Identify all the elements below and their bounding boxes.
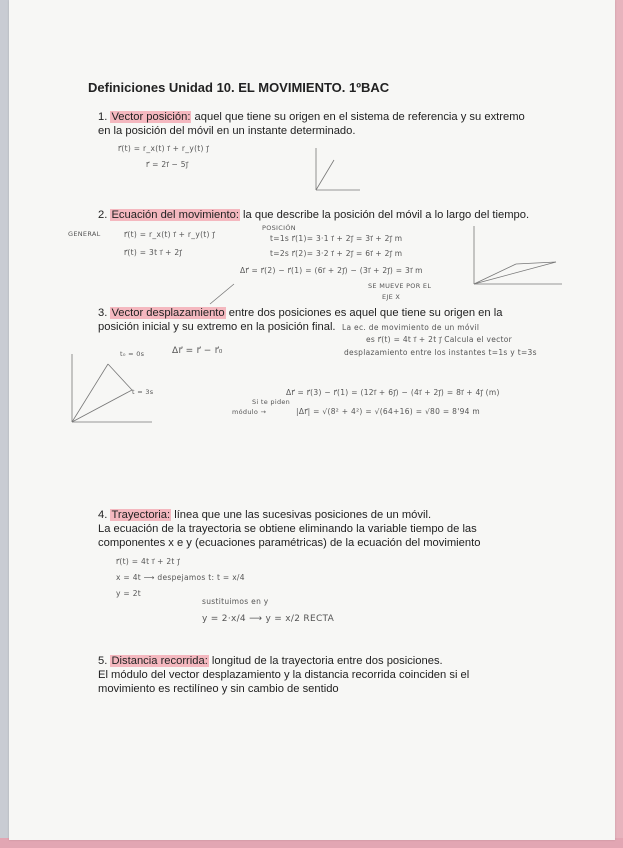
note-task-line-3: desplazamiento entre los instantes t=1s y t=3s xyxy=(344,348,537,357)
section-3-line-1 xyxy=(98,306,502,321)
section-3-term: Vector desplazamiento xyxy=(111,307,225,319)
note-modulus-label-1: Si te piden xyxy=(252,398,291,406)
note-task-line-2: es r⃗(t) = 4t i⃗ + 2t j⃗ Calcula el vector xyxy=(366,335,513,344)
section-5-line-1 xyxy=(98,654,443,669)
note-x-axis: EJE X xyxy=(382,293,401,301)
note-t3-label: t = 3s xyxy=(132,388,154,396)
section-4-text: línea que une las sucesivas posiciones de un móvil. xyxy=(171,509,432,521)
note-displacement-result: Δr⃗ = r⃗(3) − r⃗(1) = (12i⃗ + 6j⃗) − (4i⃗ + 2j⃗) = 8i⃗ + 4j⃗ (m) xyxy=(286,388,500,397)
note-moves-along: SE MUEVE POR EL xyxy=(368,282,432,290)
section-4-line-3: componentes x e y (ecuaciones paramétricas) de la ecuación del movimiento xyxy=(98,537,481,549)
note-motion-example: r⃗(t) = 3t i⃗ + 2j⃗ xyxy=(124,248,182,257)
note-position-label: POSICIÓN xyxy=(262,224,296,232)
note-general: GENERAL xyxy=(68,230,101,238)
section-3-text: entre dos posiciones es aquel que tiene su origen en la xyxy=(225,307,503,319)
note-t0-label: t₀ = 0s xyxy=(120,350,145,358)
note-substitute: sustituimos en y xyxy=(202,597,269,606)
note-position-example: r⃗ = 2i⃗ − 5j⃗ xyxy=(146,160,189,169)
note-position-general: r⃗(t) = r_x(t) i⃗ + r_y(t) j⃗ xyxy=(118,144,209,153)
section-2-line-1 xyxy=(98,208,529,223)
section-3-line-2: posición inicial y su extremo en la posición final. xyxy=(98,321,336,333)
section-3-number: 3. xyxy=(98,307,108,319)
section-1-line-2: en la posición del móvil en un instante determinado. xyxy=(98,125,356,137)
note-trajectory-eq: r⃗(t) = 4t i⃗ + 2t j⃗ xyxy=(116,557,180,566)
displacement-sketch xyxy=(58,350,158,430)
section-2-text: la que describe la posición del móvil a lo largo del tiempo. xyxy=(239,209,530,221)
section-5-line-2: El módulo del vector desplazamiento y la distancia recorrida coinciden si el xyxy=(98,669,470,681)
note-task-line-1: La ec. de movimiento de un móvil xyxy=(342,323,480,332)
section-4-line-2: La ecuación de la trayectoria se obtiene eliminando la variable tiempo de las xyxy=(98,523,477,535)
section-1-text: aquel que tiene su origen en el sistema de referencia y su extremo xyxy=(191,111,525,123)
position-vector-sketch xyxy=(308,146,364,192)
section-4-number: 4. xyxy=(98,509,108,521)
binder-edge-right xyxy=(615,0,623,848)
note-position-t2: t=2s r⃗(2)= 3·2 i⃗ + 2j⃗ = 6i⃗ + 2j⃗ m xyxy=(270,249,403,258)
section-4-term: Trayectoria: xyxy=(111,509,171,521)
note-motion-general: r⃗(t) = r_x(t) i⃗ + r_y(t) j⃗ xyxy=(124,230,215,239)
note-trajectory-result: y = 2·x/4 ⟶ y = x/2 RECTA xyxy=(202,614,335,624)
note-trajectory-y: y = 2t xyxy=(116,589,142,598)
section-5-number: 5. xyxy=(98,655,108,667)
note-modulus-result: |Δr⃗| = √(8² + 4²) = √(64+16) = √80 = 8'94 m xyxy=(296,407,481,416)
section-4-line-1 xyxy=(98,508,431,523)
page-title: Definiciones Unidad 10. EL MOVIMIENTO. 1ºBAC xyxy=(88,80,390,95)
section-5-text: longitud de la trayectoria entre dos posiciones. xyxy=(208,655,443,667)
section-5-line-3: movimiento es rectilíneo y sin cambio de sentido xyxy=(98,683,339,695)
note-displacement-calc: Δr⃗ = r⃗(2) − r⃗(1) = (6i⃗ + 2j⃗) − (3i⃗ + 2j⃗) = 3i⃗ m xyxy=(240,266,423,275)
note-position-t1: t=1s r⃗(1)= 3·1 i⃗ + 2j⃗ = 3i⃗ + 2j⃗ m xyxy=(270,234,403,243)
note-modulus-label-2: módulo → xyxy=(232,408,267,416)
section-2-number: 2. xyxy=(98,209,108,221)
section-2-term: Ecuación del movimiento: xyxy=(111,209,239,221)
section-1-line-1 xyxy=(98,110,525,125)
note-displacement-definition: Δr⃗ = r⃗ − r⃗₀ xyxy=(172,346,223,356)
section-1-number: 1. xyxy=(98,111,108,123)
motion-vectors-sketch xyxy=(470,224,566,288)
note-trajectory-x: x = 4t ⟶ despejamos t: t = x/4 xyxy=(116,573,245,582)
section-5-term: Distancia recorrida: xyxy=(111,655,208,667)
section-1-term: Vector posición: xyxy=(111,111,191,123)
arrow-sketch xyxy=(208,282,238,306)
